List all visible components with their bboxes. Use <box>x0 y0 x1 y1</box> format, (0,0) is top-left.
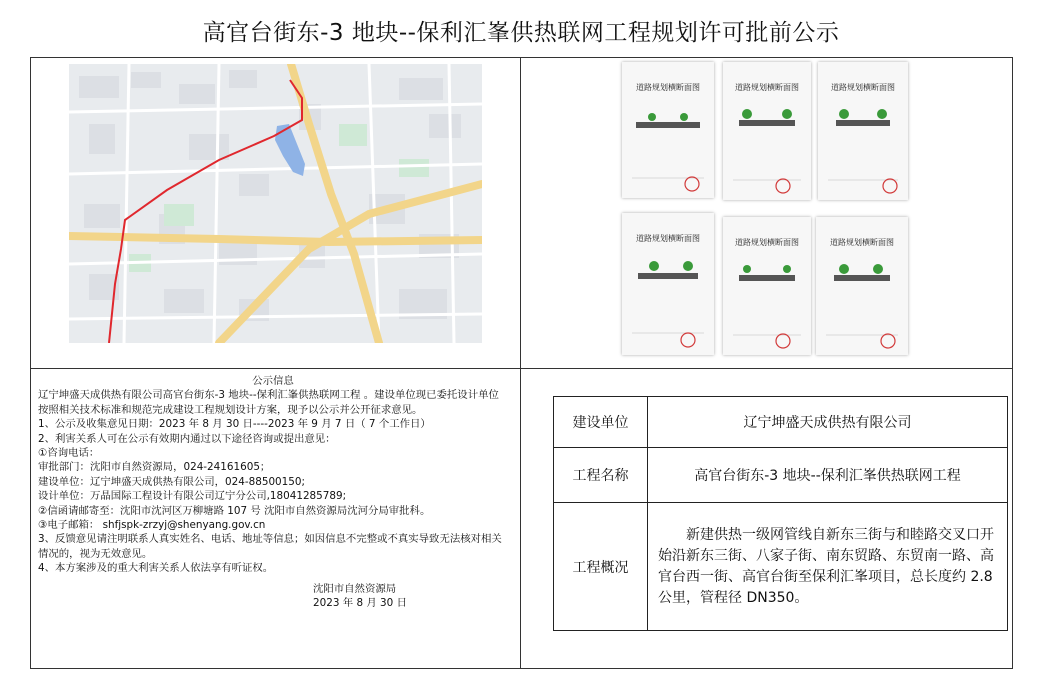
photo-heading: 道路规划横断面图 <box>735 238 799 247</box>
photo-heading: 道路规划横断面图 <box>636 234 700 243</box>
notice-approver: 审批部门：沈阳市自然资源局，024-24161605； <box>38 461 271 474</box>
notice-designer: 设计单位：万晶国际工程设计有限公司辽宁分公司,18041285789; <box>38 490 347 503</box>
notice-consult: ①咨询电话： <box>38 447 100 460</box>
location-map <box>69 64 482 343</box>
notice-item-4: 4、本方案涉及的重大利害关系人依法享有听证权。 <box>38 562 274 575</box>
notice-item-1: 1、公示及收集意见日期：2023 年 8 月 30 日----2023 年 9 月 7 日（ 7 个工作日） <box>38 418 431 431</box>
notice-item-2: 2、利害关系人可在公示有效期内通过以下途径咨询或提出意见： <box>38 432 336 445</box>
cross-section-photo <box>816 217 908 355</box>
cross-section-photo <box>622 62 714 198</box>
frame-divider-vertical <box>520 57 521 669</box>
project-label: 工程名称 <box>554 448 648 503</box>
cross-section-photo <box>818 62 908 200</box>
overview-label: 工程概况 <box>554 503 648 631</box>
notice-info <box>38 374 508 611</box>
notice-builder: 建设单位：辽宁坤盛天成供热有限公司，024-88500150; <box>38 475 305 488</box>
unit-value: 辽宁坤盛天成供热有限公司 <box>648 397 1008 448</box>
project-value: 高官台街东-3 地块--保利汇峯供热联网工程 <box>648 448 1008 503</box>
notice-heading: 公示信息 <box>252 375 294 387</box>
frame-divider-horizontal <box>30 368 1013 369</box>
notice-org: 沈阳市自然资源局 <box>313 582 397 595</box>
photo-heading: 道路规划横断面图 <box>830 238 894 247</box>
photo-heading: 道路规划横断面图 <box>636 83 700 92</box>
page-title: 高官台街东-3 地块--保利汇峯供热联网工程规划许可批前公示 <box>202 20 840 46</box>
notice-item-3: 3、反馈意见请注明联系人真实姓名、电话、地址等信息；如因信息不完整或不真实导致无法核对相关情况的，视为无效意见。 <box>38 533 502 560</box>
table-row <box>554 503 1008 631</box>
cross-section-photo <box>723 217 811 355</box>
notice-intro: 辽宁坤盛天成供热有限公司高官台街东-3 地块--保利汇峯供热联网工程 。建设单位现已委托设计单位按照相关技术标准和规范完成建设工程规划设计方案，现予以公示并公开征求意见。 <box>38 389 499 416</box>
notice-date: 2023 年 8 月 30 日 <box>313 597 407 610</box>
table-row <box>554 397 1008 448</box>
cross-section-photo <box>723 62 811 200</box>
notice-email: ③电子邮箱： shfjspk-zrzyj@shenyang.gov.cn <box>38 519 266 532</box>
photo-heading: 道路规划横断面图 <box>735 83 799 92</box>
table-row <box>554 448 1008 503</box>
overview-value: 新建供热一级网管线自新东三街与和睦路交叉口开始沿新东三街、八家子街、南东贸路、东贸南一路、高官台西一街、高官台街至保利汇峯项目，总长度约 2.8 公里，管程径 DN350。 <box>648 503 1008 631</box>
unit-label: 建设单位 <box>554 397 648 448</box>
notice-mail: ②信函请邮寄至：沈阳市沈河区万柳塘路 107 号 沈阳市自然资源局沈河分局审批科。 <box>38 504 431 517</box>
cross-section-photo <box>622 213 714 355</box>
photo-heading: 道路规划横断面图 <box>831 83 895 92</box>
project-info-table <box>553 396 1008 631</box>
